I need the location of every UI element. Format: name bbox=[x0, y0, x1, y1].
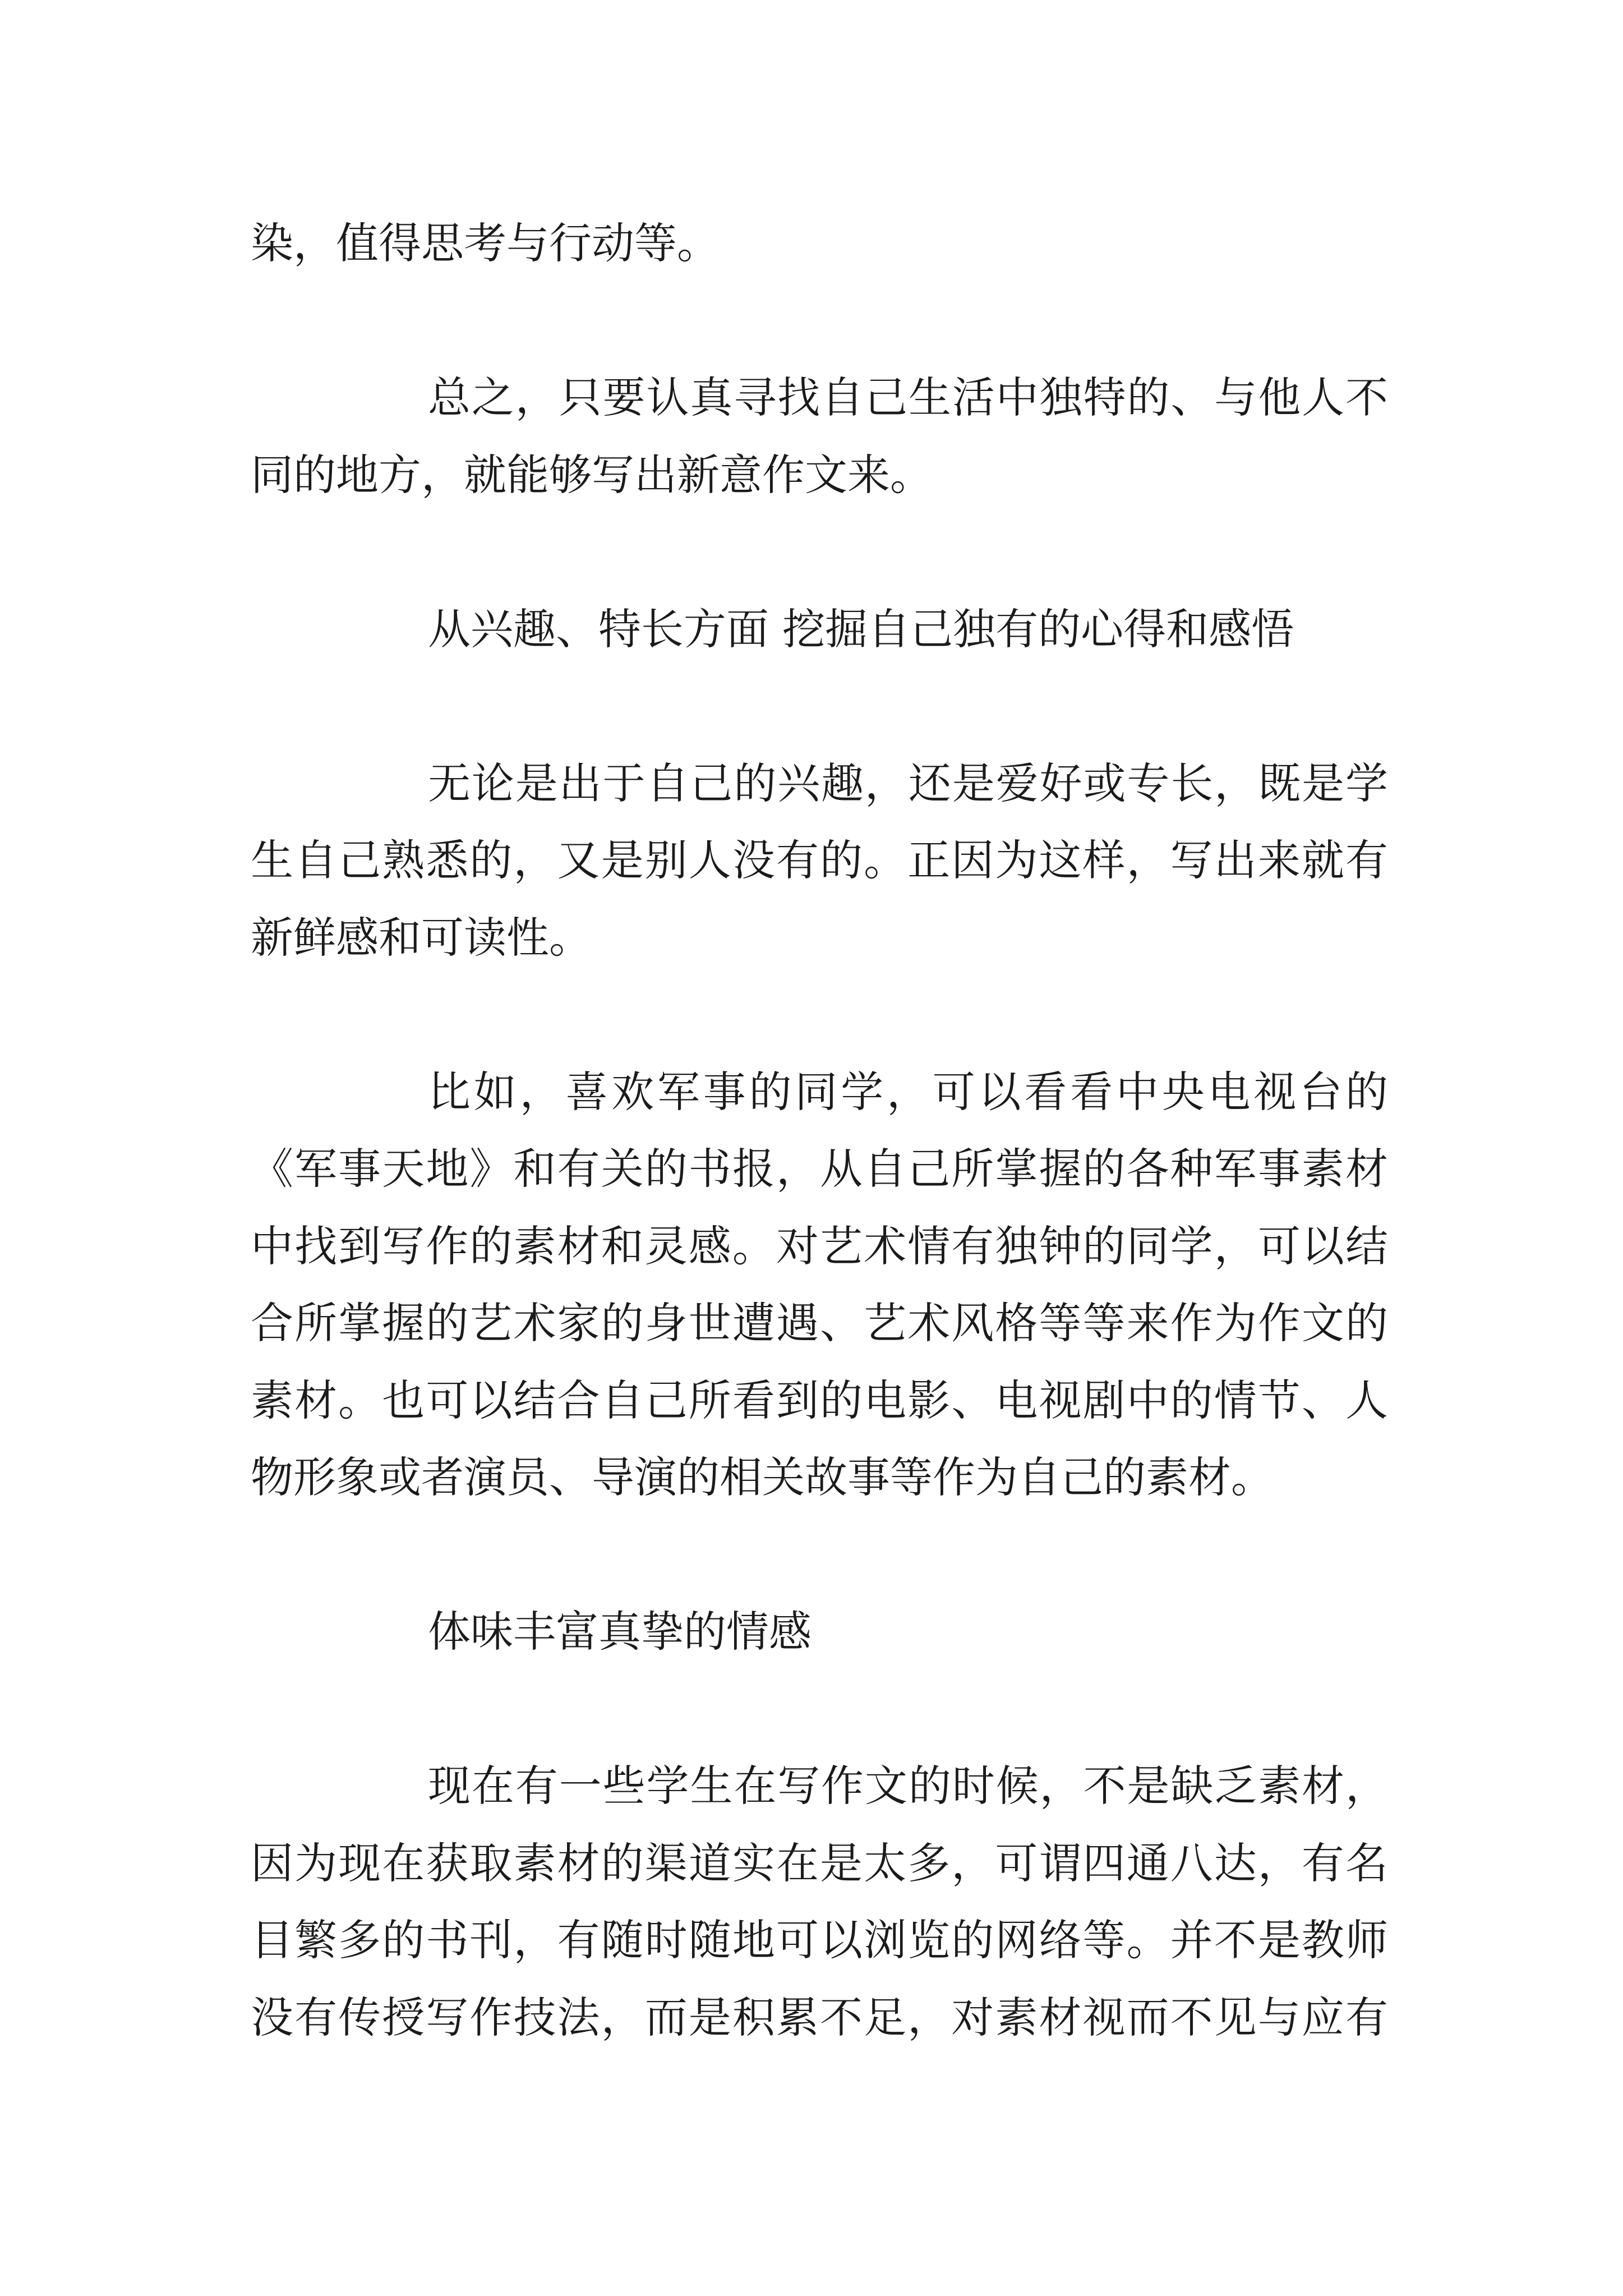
paragraph-line: 比如，喜欢军事的同学，可以看看中央电视台的 bbox=[428, 1066, 1388, 1117]
paragraph-summary bbox=[251, 359, 1388, 513]
paragraph-emotion bbox=[251, 1747, 1388, 2056]
section-heading-interest bbox=[251, 591, 1388, 668]
paragraph-line: 无论是出于自己的兴趣，还是爱好或专长，既是学 bbox=[428, 758, 1388, 808]
paragraph-line: 同的地方，就能够写出新意作文来。 bbox=[251, 449, 933, 500]
paragraph-line: 新鲜感和可读性。 bbox=[251, 912, 592, 963]
paragraph-interest-examples bbox=[251, 1053, 1388, 1516]
section-heading: 从兴趣、特长方面 挖掘自己独有的心得和感悟 bbox=[428, 604, 1294, 654]
section-heading: 体味丰富真挚的情感 bbox=[428, 1607, 811, 1657]
paragraph-line: 素材。也可以结合自己所看到的电影、电视剧中的情节、人 bbox=[251, 1375, 1388, 1425]
paragraph-continuation bbox=[251, 205, 1388, 282]
document-page bbox=[251, 205, 1388, 2133]
paragraph-line: 合所掌握的艺术家的身世遭遇、艺术风格等等来作为作文的 bbox=[251, 1298, 1388, 1348]
paragraph-line: 中找到写作的素材和灵感。对艺术情有独钟的同学，可以结 bbox=[251, 1221, 1388, 1271]
paragraph-line: 目繁多的书刊，有随时随地可以浏览的网络等。并不是教师 bbox=[251, 1915, 1388, 1965]
paragraph-line: 现在有一些学生在写作文的时候，不是缺乏素材， bbox=[428, 1761, 1388, 1811]
paragraph-line: 染，值得思考与行动等。 bbox=[251, 218, 720, 268]
paragraph-line: 物形象或者演员、导演的相关故事等作为自己的素材。 bbox=[251, 1452, 1274, 1502]
paragraph-line: 没有传授写作技法，而是积累不足，对素材视而不见与应有 bbox=[251, 1992, 1388, 2042]
paragraph-line: 总之，只要认真寻找自己生活中独特的、与他人不 bbox=[428, 372, 1388, 422]
paragraph-interest-intro bbox=[251, 745, 1388, 977]
paragraph-line: 生自己熟悉的，又是别人没有的。正因为这样，写出来就有 bbox=[251, 835, 1388, 885]
section-heading-emotion bbox=[251, 1593, 1388, 1671]
paragraph-line: 因为现在获取素材的渠道实在是太多，可谓四通八达，有名 bbox=[251, 1838, 1388, 1888]
paragraph-line: 《军事天地》和有关的书报，从自己所掌握的各种军事素材 bbox=[251, 1144, 1388, 1194]
